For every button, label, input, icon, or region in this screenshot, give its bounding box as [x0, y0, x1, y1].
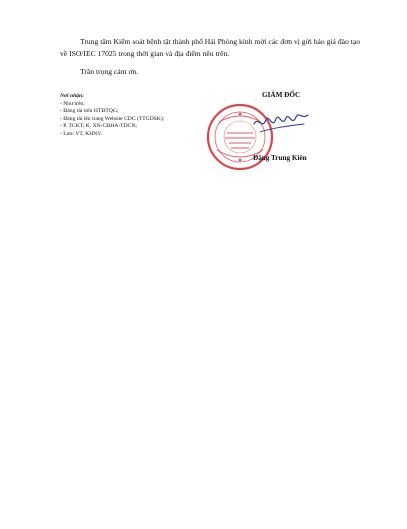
- recipient-item: - Lưu: VT, KHNV.: [60, 130, 103, 137]
- recipients-block: [60, 93, 164, 139]
- recipient-item: - Như trên;: [60, 100, 85, 107]
- thanks-line: Trân trọng cảm ơn.: [80, 67, 139, 76]
- signer-title: GIÁM ĐỐC: [262, 91, 301, 99]
- handwritten-signature-icon: [250, 106, 310, 146]
- signer-name: Đặng Trung Kiên: [253, 154, 307, 162]
- recipient-item: - P. TCKT; K. XN-CĐHA-TDCN;: [60, 123, 137, 130]
- recipients-title: Nơi nhận:: [60, 93, 84, 99]
- closing-paragraph: Trung tâm Kiểm soát bệnh tật thành phố Hải Phòng kính mời các đơn vị gửi báo giá đào tạo về ISO/IEC 17025 trong thời gian và địa điểm nêu trên.: [60, 37, 360, 58]
- recipient-item: - Đăng tải trên HTĐTQG;: [60, 108, 119, 115]
- recipient-item: - Đăng tải lên trang Website CDC (TTGDSK);: [60, 115, 165, 122]
- signature-block: [205, 88, 345, 173]
